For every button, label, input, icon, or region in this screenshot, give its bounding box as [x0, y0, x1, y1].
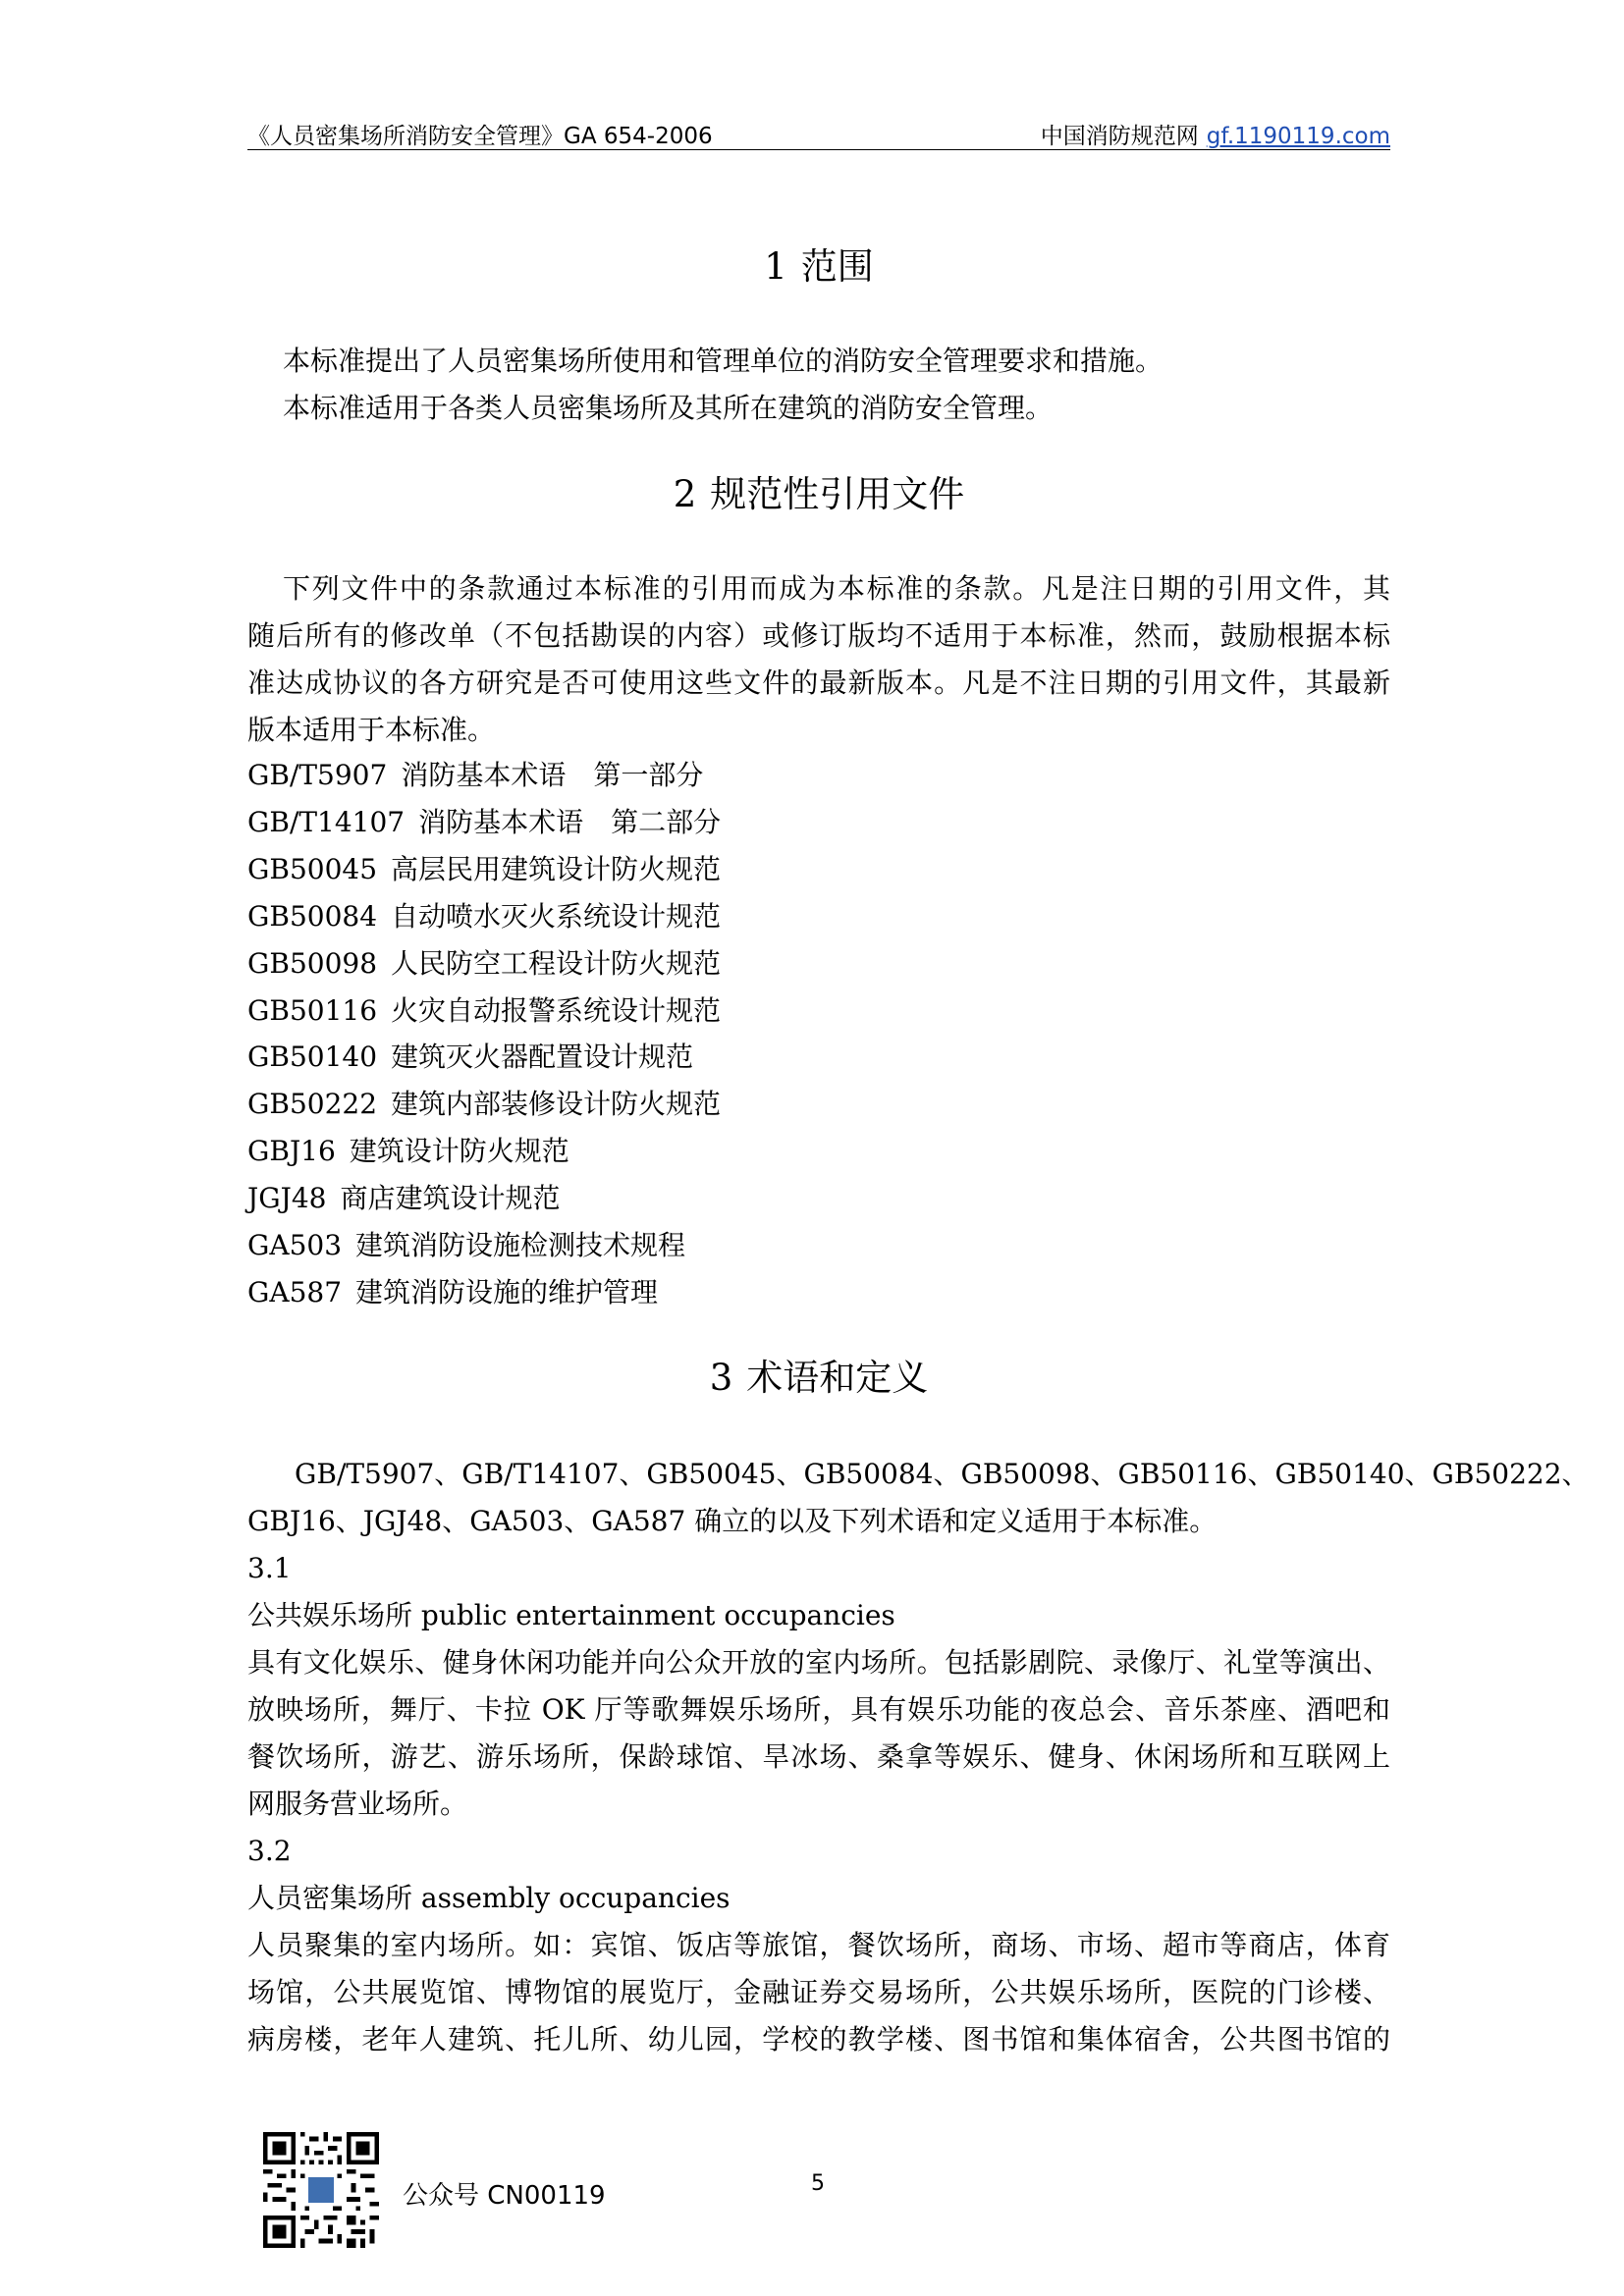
reference-code: GB50116 — [247, 993, 378, 1027]
reference-item — [247, 1081, 1390, 1128]
page-header — [247, 114, 1390, 150]
normative-intro-line: 版本适用于本标准。 — [247, 714, 496, 746]
reference-title: 商店建筑设计规范 — [340, 1182, 561, 1215]
reference-code: GBJ16 — [247, 1135, 336, 1168]
reference-item — [247, 1222, 1390, 1269]
reference-title: 人民防空工程设计防火规范 — [391, 946, 722, 980]
scope-line: 本标准适用于各类人员密集场所及其所在建筑的消防安全管理。 — [283, 392, 1054, 424]
reference-title: 自动喷水灭火系统设计规范 — [391, 899, 722, 933]
reference-title: 高层民用建筑设计防火规范 — [391, 852, 722, 885]
terms-intro-line: GB/T5907、GB/T14107、GB50045、GB50084、GB50098、GB50116、GB50140、GB50222、 — [295, 1458, 1590, 1490]
reference-item — [247, 1034, 1390, 1081]
reference-item — [247, 752, 1390, 799]
reference-title: 建筑消防设施检测技术规程 — [355, 1229, 686, 1262]
term-number: 3.2 — [247, 1835, 292, 1867]
term-definition-line: 场馆，公共展览馆、博物馆的展览厅，金融证券交易场所，公共娱乐场所，医院的门诊楼、 — [247, 1976, 1390, 2008]
reference-code: GA587 — [247, 1275, 343, 1308]
section-number: 1 — [764, 245, 787, 288]
term-definition-line: 网服务营业场所。 — [247, 1788, 468, 1820]
reference-code: GB50045 — [247, 852, 378, 885]
section-number: 3 — [709, 1357, 733, 1399]
section-3-heading — [247, 1357, 1390, 1400]
normative-intro-line: 准达成协议的各方研究是否可使用这些文件的最新版本。凡是不注日期的引用文件，其最新 — [247, 667, 1390, 699]
term-3-1 — [247, 1545, 1390, 1828]
scope-paragraph — [247, 338, 1390, 432]
reference-item — [247, 799, 1390, 846]
section-title: 术语和定义 — [746, 1357, 929, 1399]
term-3-2 — [247, 1828, 1390, 2063]
reference-title: 消防基本术语 第二部分 — [418, 805, 722, 838]
reference-item — [247, 988, 1390, 1035]
reference-item — [247, 1128, 1390, 1175]
reference-title: 消防基本术语 第一部分 — [401, 759, 704, 791]
doc-title: 《人员密集场所消防安全管理》GA 654-2006 — [247, 124, 713, 149]
section-title: 范围 — [800, 245, 874, 288]
normative-intro-line: 下列文件中的条款通过本标准的引用而成为本标准的条款。凡是注日期的引用文件，其 — [283, 572, 1390, 605]
reference-title: 火灾自动报警系统设计规范 — [391, 993, 722, 1027]
term-definition-line: 具有文化娱乐、健身休闲功能并向公众开放的室内场所。包括影剧院、录像厅、礼堂等演出、 — [247, 1646, 1390, 1679]
term-definition-line: 病房楼，老年人建筑、托儿所、幼儿园，学校的教学楼、图书馆和集体宿舍，公共图书馆的 — [247, 2023, 1390, 2056]
term-name: 人员密集场所 assembly occupancies — [247, 1882, 731, 1914]
section-2-heading — [247, 473, 1390, 516]
wechat-account: 公众号 CN00119 — [403, 2181, 606, 2211]
term-definition-line: 放映场所，舞厅、卡拉 OK 厅等歌舞娱乐场所，具有娱乐功能的夜总会、音乐茶座、酒吧和 — [247, 1693, 1390, 1726]
site-name: 中国消防规范网 — [1040, 124, 1199, 149]
site-info — [1041, 118, 1390, 150]
normative-intro — [247, 565, 1390, 754]
reference-item — [247, 1269, 1390, 1316]
section-1-heading — [247, 245, 1390, 289]
term-number: 3.1 — [247, 1552, 292, 1584]
reference-item — [247, 940, 1390, 988]
section-number: 2 — [673, 473, 697, 515]
term-definition-line: 餐饮场所，游艺、游乐场所，保龄球馆、旱冰场、桑拿等娱乐、健身、休闲场所和互联网上 — [247, 1740, 1390, 1773]
terms-intro-line: GBJ16、JGJ48、GA503、GA587 确立的以及下列术语和定义适用于本标准。 — [247, 1505, 1218, 1537]
term-definition-line: 人员聚集的室内场所。如：宾馆、饭店等旅馆，餐饮场所，商场、市场、超市等商店，体育 — [247, 1929, 1390, 1961]
reference-item — [247, 846, 1390, 893]
reference-list — [247, 752, 1390, 1316]
reference-title: 建筑内部装修设计防火规范 — [391, 1088, 722, 1121]
page-number: 5 — [811, 2171, 825, 2196]
site-link[interactable]: gf.1190119.com — [1206, 124, 1390, 149]
reference-code: GA503 — [247, 1229, 343, 1262]
reference-code: GB50222 — [247, 1088, 378, 1121]
scope-line: 本标准提出了人员密集场所使用和管理单位的消防安全管理要求和措施。 — [283, 345, 1164, 377]
reference-code: GB50098 — [247, 946, 378, 980]
reference-title: 建筑消防设施的维护管理 — [355, 1275, 659, 1308]
section-title: 规范性引用文件 — [710, 473, 965, 515]
reference-code: JGJ48 — [247, 1182, 327, 1215]
reference-code: GB/T5907 — [247, 759, 388, 791]
reference-code: GB50084 — [247, 899, 378, 933]
term-name: 公共娱乐场所 public entertainment occupancies — [247, 1599, 895, 1631]
terms-intro — [247, 1451, 1590, 1545]
normative-intro-line: 随后所有的修改单（不包括勘误的内容）或修订版均不适用于本标准，然而，鼓励根据本标 — [247, 619, 1390, 652]
reference-title: 建筑灭火器配置设计规范 — [391, 1041, 694, 1074]
reference-code: GB50140 — [247, 1041, 378, 1074]
reference-item — [247, 893, 1390, 940]
reference-code: GB/T14107 — [247, 805, 406, 838]
reference-item — [247, 1175, 1390, 1222]
reference-title: 建筑设计防火规范 — [349, 1135, 569, 1168]
qr-code — [263, 2132, 379, 2248]
